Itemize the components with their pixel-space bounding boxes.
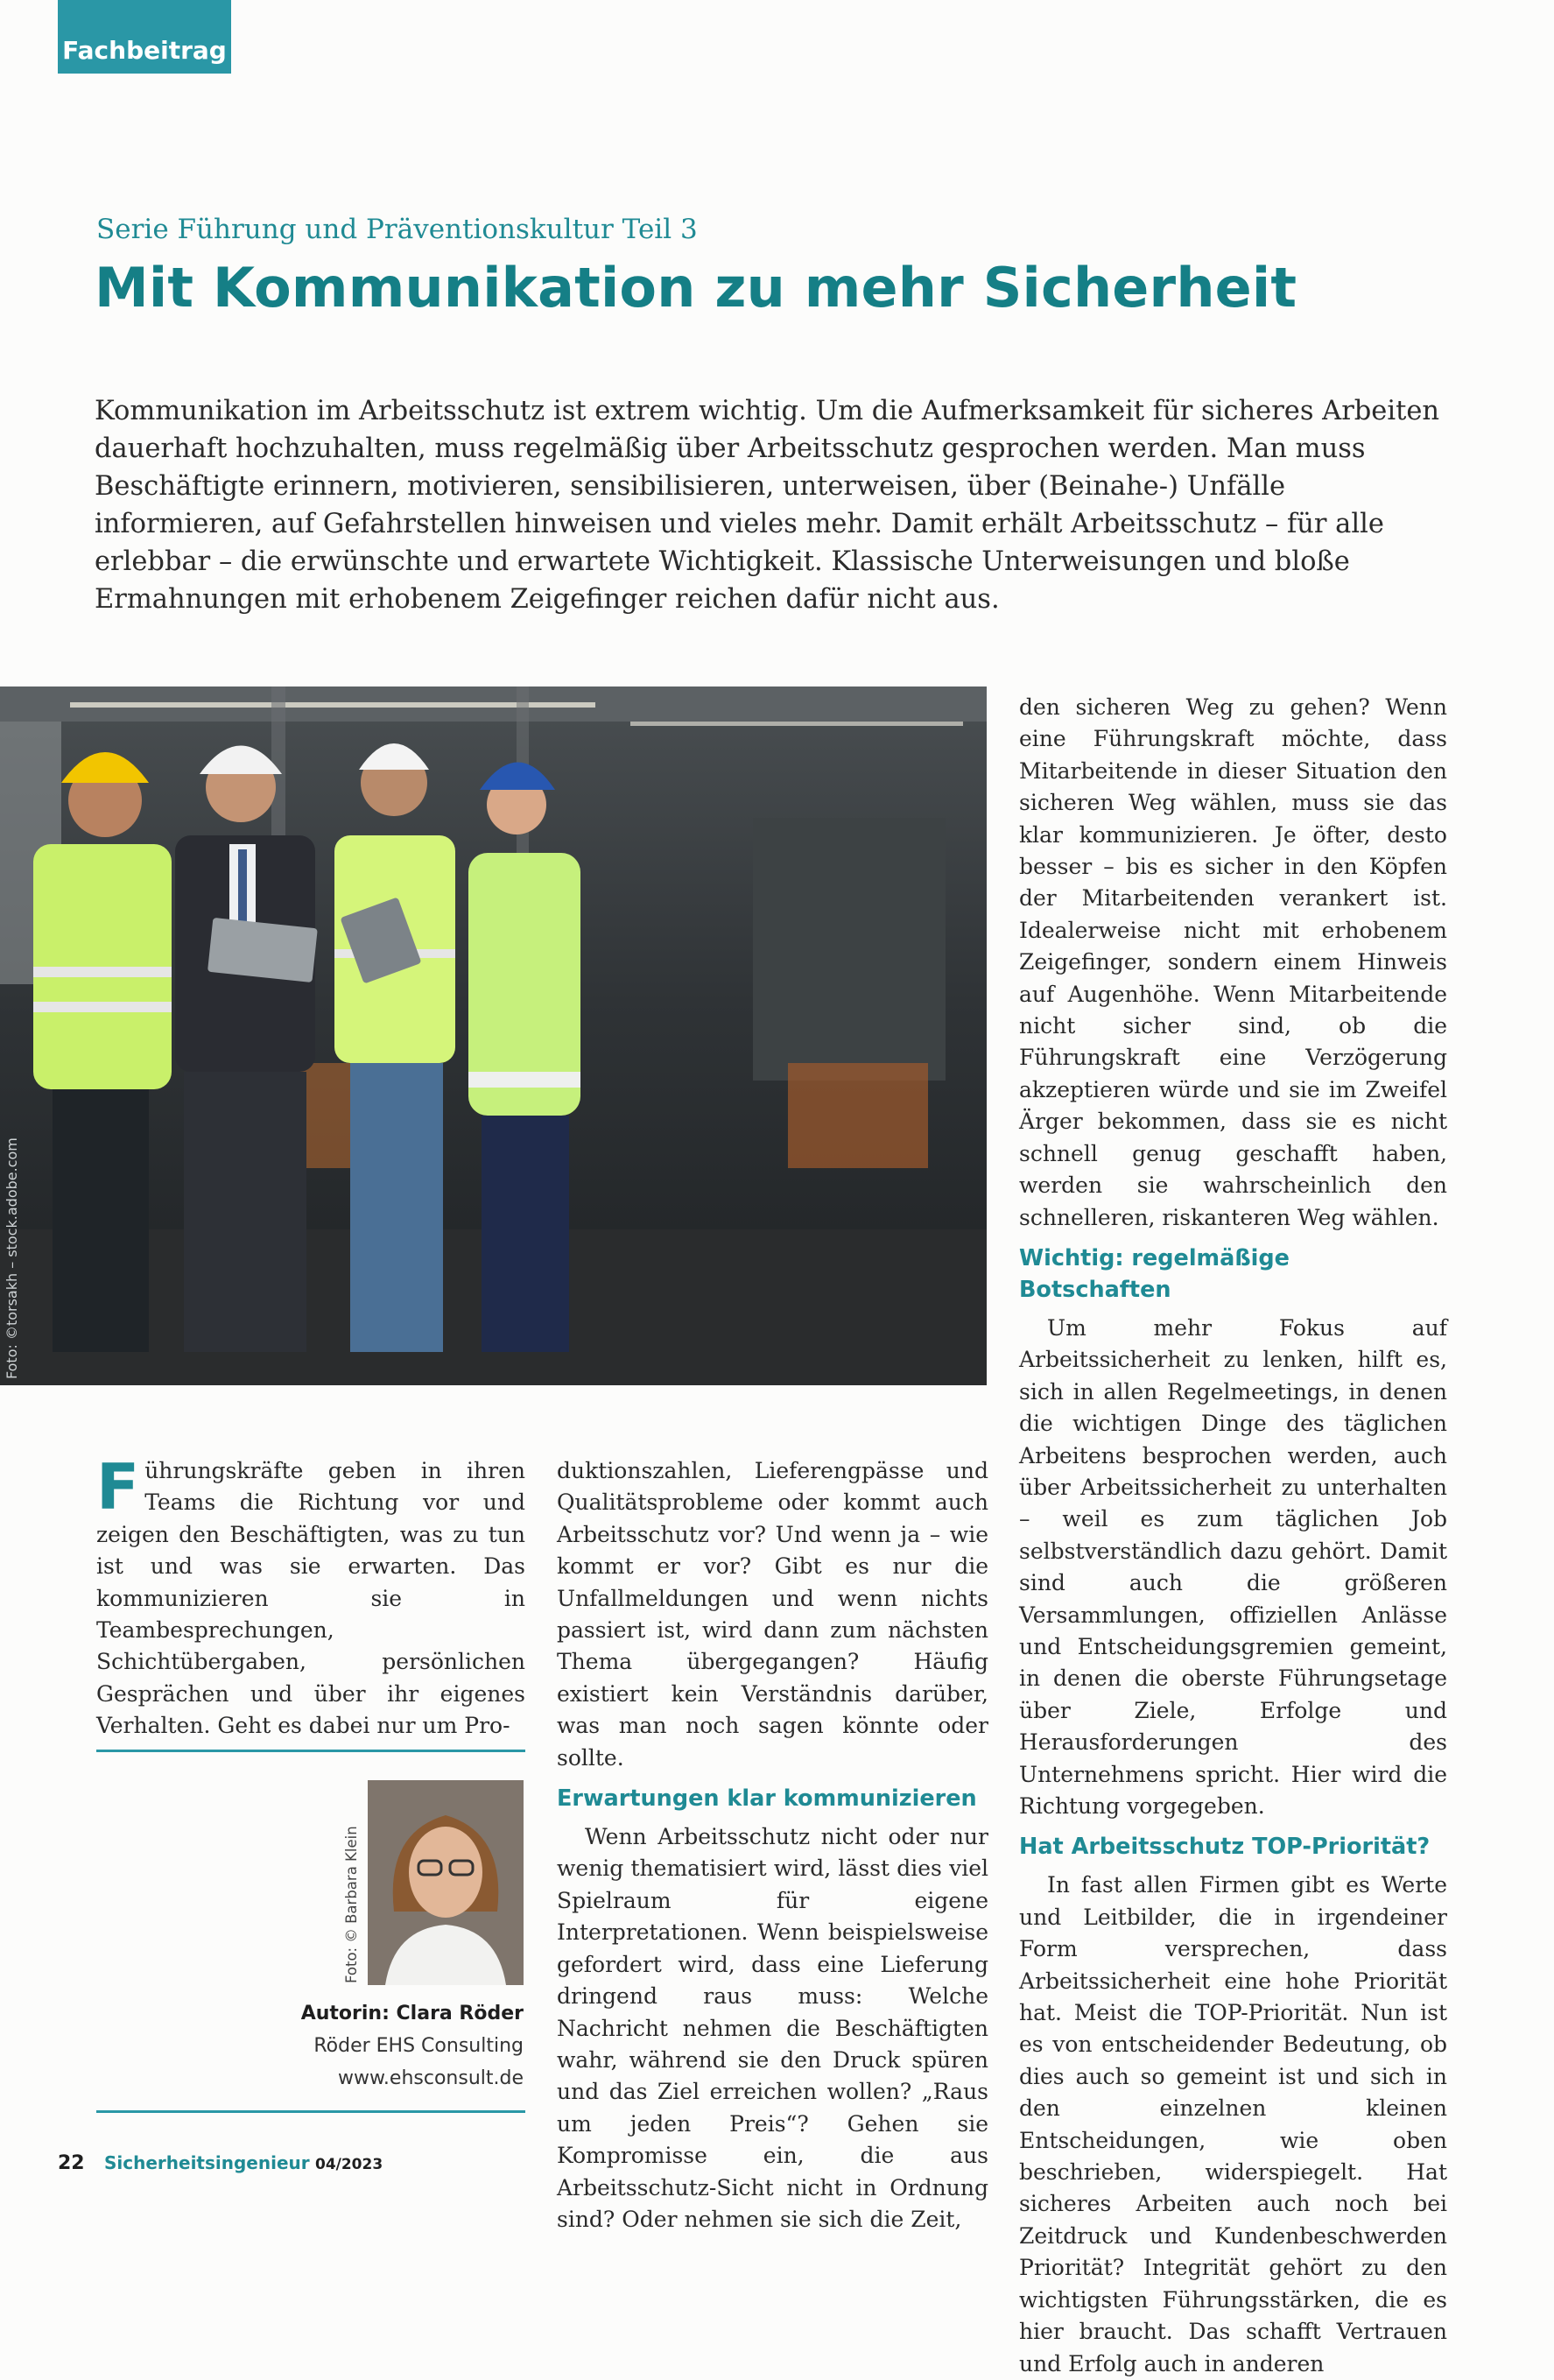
paragraph: Um mehr Fokus auf Arbeitssicherheit zu lenken, hilft es, sich in allen Regelmeetings, in denen die wichtigen Dinge des täglichen Arbeitens besprochen werden, auch über Arbeitssicherheit zu unterhalten – weil es zum täglichen Job selbstverständlich dazu gehört. Damit sind auch die größeren Versammlungen, offiziellen Anlässe und Entscheidungsgremien gemeint, in denen die oberste Führungsetage über Ziele, Erfolge und Herausforderungen des Unternehmens spricht. Hier wird die Richtung vorgegeben. [1019, 1314, 1447, 1819]
drop-cap: F [96, 1450, 140, 1524]
author-photo-credit: Foto: © Barbara Klein [343, 1826, 360, 1983]
author-portrait [368, 1780, 524, 1985]
series-subtitle: Serie Führung und Präventionskultur Teil 3 [96, 214, 698, 245]
author-info [263, 1997, 524, 2095]
author-rule-bottom [96, 2110, 525, 2113]
paragraph: In fast allen Firmen gibt es Werte und Leitbilder, die in irgendeiner Form versprechen, dass Arbeitssicherheit eine hohe Priorität hat. Meist die TOP-Priorität. Nun ist es von entscheidender Bedeutung, ob dies auch so gemeint ist und sich in den einzelnen kleinen Entscheidungen, wie oben beschrieben, widerspiegelt. Hat sicheres Arbeiten auch noch bei Zeitdruck und Kundenbeschwerden Priorität? Integrität gehört zu den wichtigsten Führungsstärken, die es hier braucht. Das schafft Vertrauen und Erfolg auch in anderen [1019, 1872, 1447, 2376]
article-title: Mit Kommunikation zu mehr Sicherheit [95, 256, 1297, 320]
subheading-top-priority: Hat Arbeitsschutz TOP-Priorität? [1019, 1834, 1431, 1861]
paragraph: Wenn Arbeitsschutz nicht oder nur wenig thematisiert wird, lässt dies viel Spielraum für eigene Interpretationen. Wenn beispielsweise gefordert wird, dass eine Lieferung dringend raus muss: Welche Nachricht nehmen die Beschäftigten wahr, während sie den Druck spüren und das Ziel erreichen wollen? „Raus um jeden Preis“? Gehen sie Kompromisse ein, die aus Arbeitsschutz-Sicht nicht in Ordnung sind? Oder nehmen sie sich die Zeit, [557, 1824, 988, 2232]
section-tag: Fachbeitrag [58, 0, 231, 74]
intro-paragraph: Führungskräfte geben in ihren Teams die Richtung vor und zeigen den Beschäftigten, was zu tun ist und was sie erwarten. Das kommunizieren sie in Teambesprechungen, Schichtübergaben, persönlichen Gesprächen und über ihr eigenes Verhalten. Geht es dabei nur um Pro- [96, 1450, 525, 1739]
magazine-name: Sicherheitsingenieur [103, 2152, 310, 2173]
author-name: Autorin: Clara Röder [300, 2003, 524, 2024]
article-photo [0, 687, 987, 1385]
column-1 [96, 1450, 525, 1743]
column-2 [557, 1455, 988, 2236]
paragraph: den sicheren Weg zu gehen? Wenn eine Führungskraft möchte, dass Mitarbeitende in dieser Situation den sicheren Weg wählen, muss sie das klar kommunizieren. Je öfter, desto besser – bis es sicher in den Köpfen der Mitarbeitenden verankert ist. Idealerweise nicht mit erhobenem Zeigefinger, sondern einem Hinweis auf Augenhöhe. Wenn Mitarbeitende nicht sicher sind, ob die Führungskraft eine Verzögerung akzeptieren würde und sie im Zweifel Ärger bekommen, dass sie es nicht schnell genug geschafft haben, werden sie wahrscheinlich den schnelleren, riskanteren Weg wählen. [1019, 694, 1447, 1230]
subheading-expectations: Erwartungen klar kommunizieren [557, 1785, 977, 1813]
column-3 [1019, 692, 1447, 2380]
author-company: Röder EHS Consulting [313, 2035, 524, 2057]
page-footer [58, 2152, 383, 2174]
lead-paragraph: Kommunikation im Arbeitsschutz ist extrem wichtig. Um die Aufmerksamkeit für sicheres Arbeiten dauerhaft hochzuhalten, muss regelmäßig über Arbeitsschutz gesprochen werden. Man muss Beschäftigte erinnern, motivieren, sensibilisieren, unterweisen, über (Beinahe-) Unfälle informieren, auf Gefahrstellen hinweisen und vieles mehr. Damit erhält Arbeitsschutz – für alle erlebbar – die erwünschte und erwartete Wichtigkeit. Klassische Unterweisungen und bloße Ermahnungen mit erhobenem Zeigefinger reichen dafür nicht aus. [95, 396, 1440, 615]
author-rule-top [96, 1750, 525, 1752]
issue-number: 04/2023 [314, 2156, 383, 2173]
author-website[interactable]: www.ehsconsult.de [337, 2067, 524, 2089]
paragraph: duktionszahlen, Lieferengpässe und Qualitätsprobleme oder kommt auch Arbeitsschutz vor? Und wenn ja – wie kommt er vor? Gibt es nur die Unfallmeldungen und wenn nichts passiert ist, wird dann zum nächsten Thema übergegangen? Häufig existiert kein Verständnis darüber, was man noch sagen könnte oder sollte. [557, 1458, 988, 1771]
photo-credit: Foto: ©torsakh – stock.adobe.com [4, 1137, 20, 1379]
subheading-regular-messages: Wichtig: regelmäßige Botschaften [1019, 1244, 1290, 1303]
page-number: 22 [58, 2152, 85, 2174]
